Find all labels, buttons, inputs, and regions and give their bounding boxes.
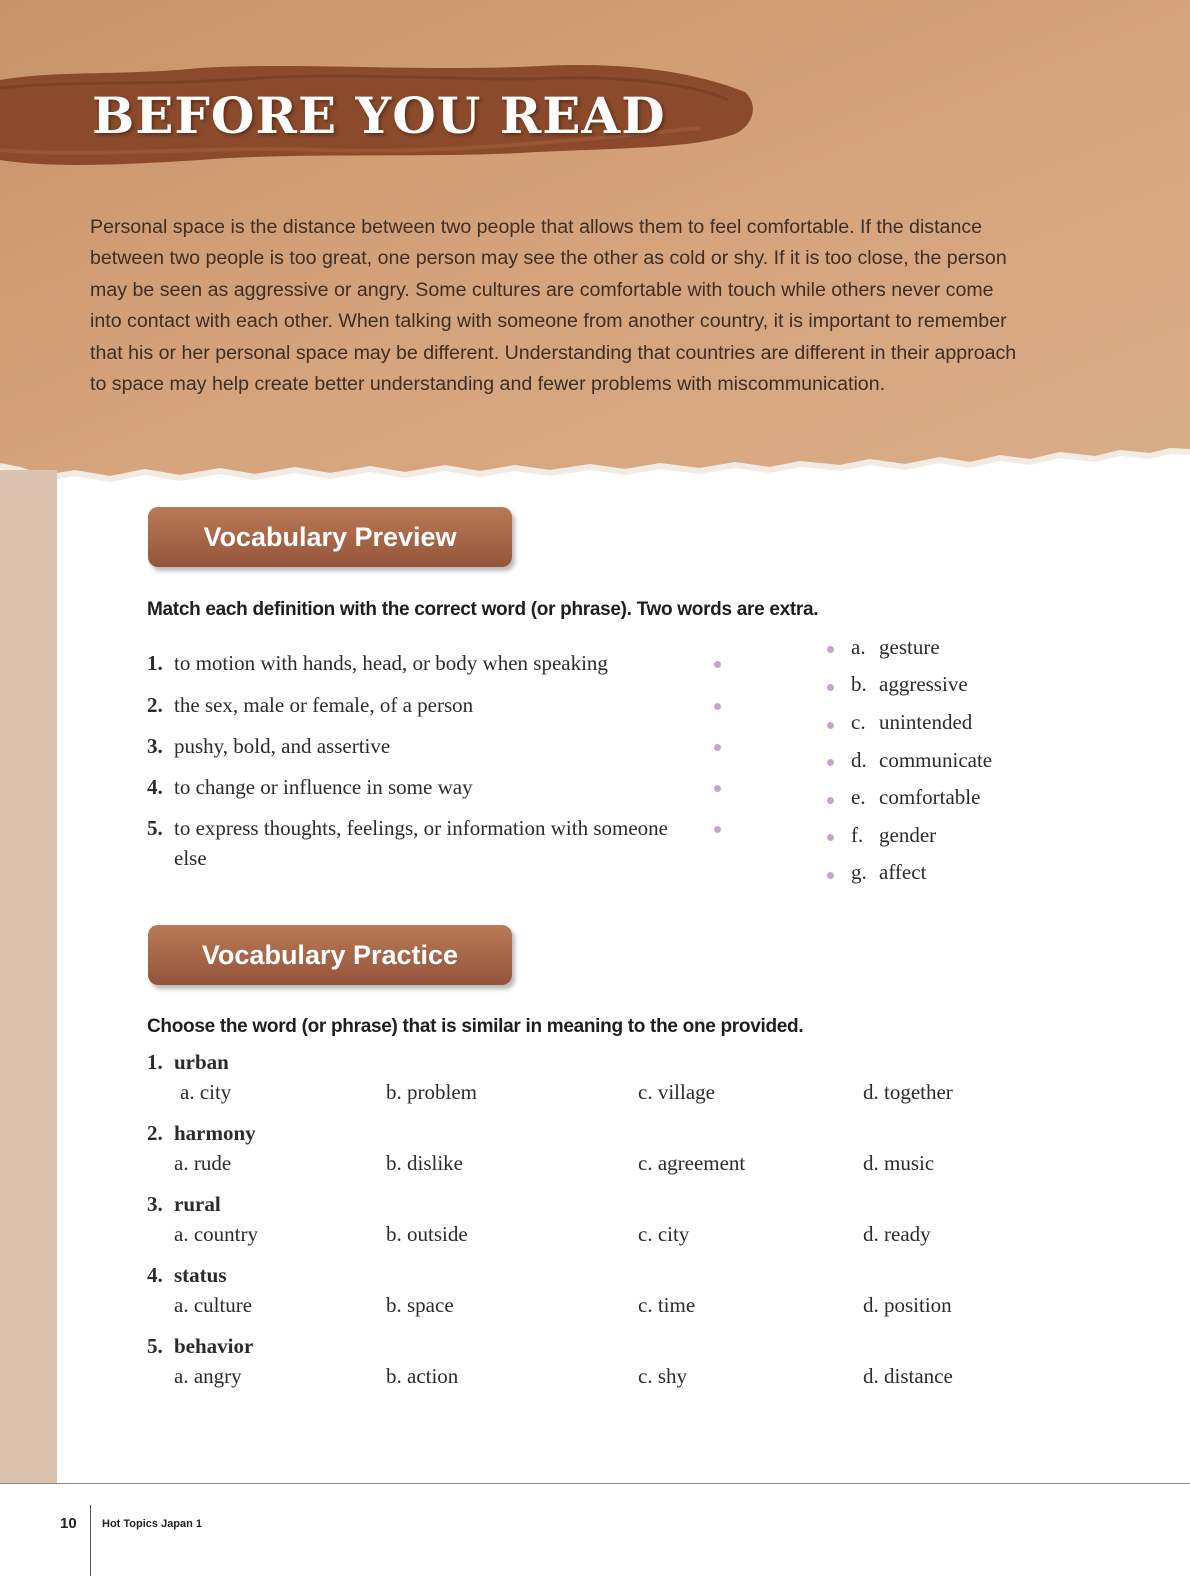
answer-choice[interactable]: c. village	[638, 1080, 715, 1104]
definition-match-dot[interactable]	[714, 744, 721, 751]
left-margin-strip	[0, 470, 57, 1484]
question-word	[147, 1050, 229, 1075]
option-word: gender	[879, 823, 937, 847]
definition-number: 5.	[147, 816, 163, 840]
definition-match-dot[interactable]	[714, 826, 721, 833]
question-term: urban	[174, 1050, 229, 1074]
definition-item	[147, 731, 707, 761]
answer-choice[interactable]: d. music	[863, 1151, 935, 1175]
question-term: harmony	[174, 1121, 256, 1145]
definition-number: 2.	[147, 693, 163, 717]
answer-choice[interactable]: d. together	[863, 1080, 953, 1104]
option-word: communicate	[879, 748, 993, 772]
definition-item	[147, 772, 707, 802]
answer-choice[interactable]: c. time	[638, 1293, 696, 1317]
option-letter: d.	[851, 748, 867, 772]
vocabulary-preview-heading: Vocabulary Preview	[148, 507, 512, 567]
definition-match-dot[interactable]	[714, 703, 721, 710]
definition-number: 1.	[147, 651, 163, 675]
definition-text: to change or influence in some way	[174, 775, 473, 799]
option-word: affect	[879, 860, 927, 884]
footer-separator	[90, 1505, 91, 1576]
definition-item	[147, 813, 687, 873]
question-word	[147, 1192, 221, 1217]
option-word: gesture	[879, 635, 940, 659]
answer-choice[interactable]: d. distance	[863, 1364, 953, 1388]
option-match-dot[interactable]	[827, 797, 834, 804]
definition-item	[147, 690, 707, 720]
answer-choice[interactable]: b. outside	[386, 1222, 468, 1246]
definition-number: 3.	[147, 734, 163, 758]
answer-choice[interactable]: a. angry	[174, 1364, 242, 1388]
word-option	[851, 860, 926, 885]
word-option	[851, 672, 968, 697]
word-option	[851, 785, 980, 810]
answer-choice[interactable]: a. country	[174, 1222, 258, 1246]
answer-choice[interactable]: b. space	[386, 1293, 454, 1317]
question-number: 3.	[147, 1192, 163, 1216]
question-number: 5.	[147, 1334, 163, 1358]
option-match-dot[interactable]	[827, 722, 834, 729]
option-letter: b.	[851, 672, 867, 696]
book-title: Hot Topics Japan 1	[102, 1518, 203, 1530]
question-word	[147, 1334, 253, 1359]
question-term: status	[174, 1263, 227, 1287]
definition-match-dot[interactable]	[714, 661, 721, 668]
answer-choice[interactable]: c. shy	[638, 1364, 687, 1388]
answer-choice[interactable]: d. ready	[863, 1222, 931, 1246]
answer-choice[interactable]: a. city	[180, 1080, 232, 1104]
answer-choice[interactable]: b. action	[386, 1364, 459, 1388]
answer-choice[interactable]: d. position	[863, 1293, 952, 1317]
definition-text: to express thoughts, feelings, or information with someone else	[174, 816, 669, 870]
vocabulary-practice-heading: Vocabulary Practice	[148, 925, 512, 985]
definition-item	[147, 648, 707, 678]
definition-number: 4.	[147, 775, 163, 799]
answer-choice[interactable]: c. city	[638, 1222, 690, 1246]
option-match-dot[interactable]	[827, 759, 834, 766]
definition-text: to motion with hands, head, or body when speaking	[174, 651, 608, 675]
answer-choice[interactable]: a. rude	[174, 1151, 232, 1175]
practice-instruction: Choose the word (or phrase) that is similar in meaning to the one provided.	[147, 1016, 804, 1037]
definition-text: the sex, male or female, of a person	[174, 693, 474, 717]
option-match-dot[interactable]	[827, 684, 834, 691]
page-title: BEFORE YOU READ	[92, 86, 666, 145]
question-number: 1.	[147, 1050, 163, 1074]
preview-instruction: Match each definition with the correct word (or phrase). Two words are extra.	[147, 599, 819, 620]
definition-match-dot[interactable]	[714, 785, 721, 792]
intro-paragraph: Personal space is the distance between two people that allows them to feel comfortable. If the distance between two people is too great, one person may see the other as cold or shy. If it is too close, the person may be seen as aggressive or angry. Some cultures are comfortable with touch while others never come into contact with each other. When talking with someone from another country, it is important to remember that his or her personal space may be different. Understanding that countries are different in their approach to space may help create better understanding and fewer problems with miscommunication.	[90, 216, 1017, 396]
option-match-dot[interactable]	[827, 646, 834, 653]
option-word: aggressive	[879, 672, 968, 696]
option-match-dot[interactable]	[827, 834, 834, 841]
question-word	[147, 1263, 227, 1288]
option-match-dot[interactable]	[827, 872, 834, 879]
answer-choice[interactable]: a. culture	[174, 1293, 253, 1317]
answer-choice[interactable]: b. problem	[386, 1080, 477, 1104]
page-number: 10	[60, 1515, 77, 1532]
definition-text: pushy, bold, and assertive	[174, 734, 391, 758]
option-letter: g.	[851, 860, 867, 884]
option-letter: c.	[851, 710, 866, 734]
word-option	[851, 823, 936, 848]
footer-divider	[0, 1483, 1190, 1484]
question-term: rural	[174, 1192, 221, 1216]
word-option	[851, 635, 940, 660]
question-number: 2.	[147, 1121, 163, 1145]
option-letter: a.	[851, 635, 866, 659]
word-option	[851, 748, 992, 773]
answer-choice[interactable]: b. dislike	[386, 1151, 463, 1175]
option-word: unintended	[879, 710, 973, 734]
option-letter: e.	[851, 785, 866, 809]
question-term: behavior	[174, 1334, 254, 1358]
word-option	[851, 710, 972, 735]
option-letter: f.	[851, 823, 864, 847]
question-number: 4.	[147, 1263, 163, 1287]
answer-choice[interactable]: c. agreement	[638, 1151, 746, 1175]
option-word: comfortable	[879, 785, 981, 809]
question-word	[147, 1121, 256, 1146]
